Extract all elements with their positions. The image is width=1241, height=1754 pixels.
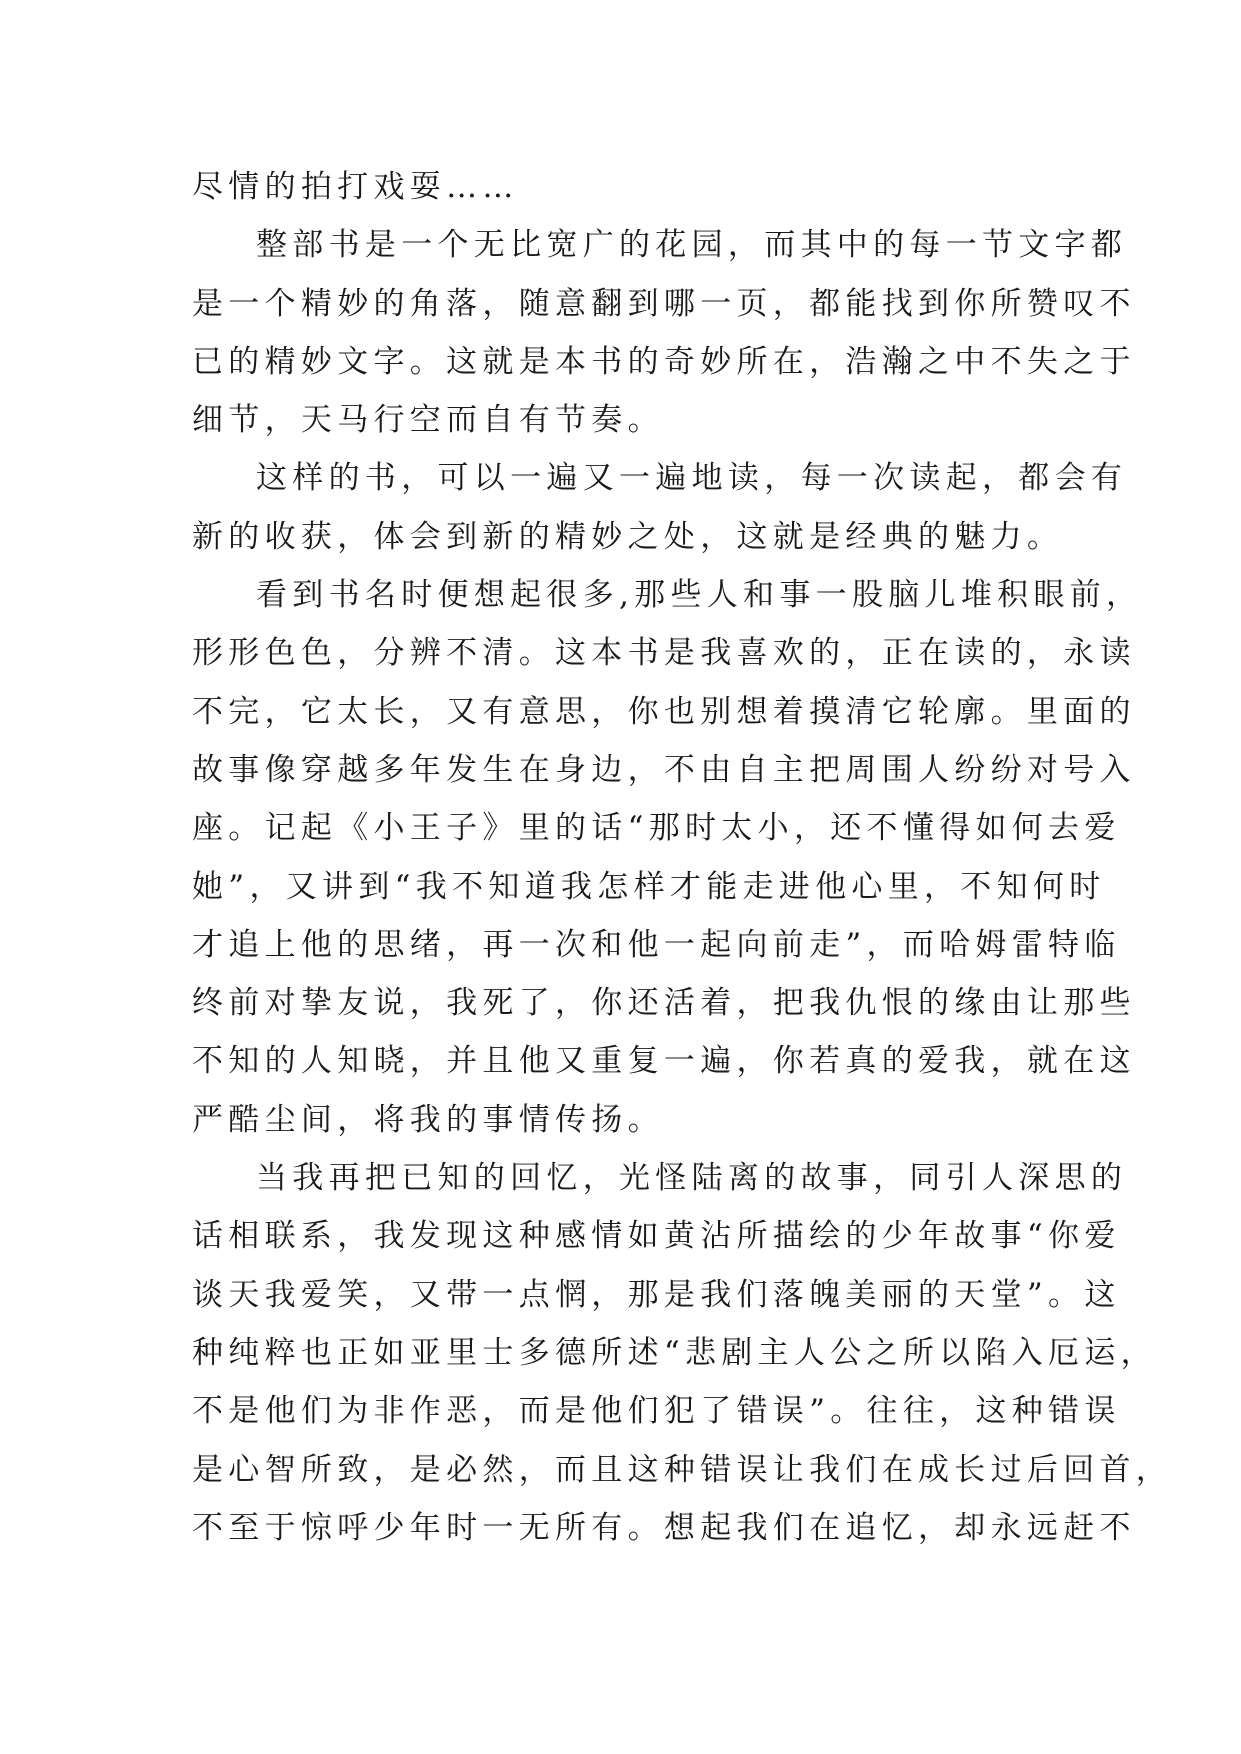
paragraph-start-line: 这样的书，可以一遍又一遍地读，每一次读起，都会有 [256,460,1128,497]
text-line: 不完，它太长，又有意思，你也别想着摸清它轮廓。里面的 [192,693,1136,730]
text-line: 她”，又讲到“我不知道我怎样才能走进他心里，不知何时 [192,868,1106,905]
text-line: 细节，天马行空而自有节奏。 [192,402,664,439]
paragraph-start-line: 看到书名时便想起很多,那些人和事一股脑儿堆积眼前， [256,577,1143,614]
text-line: 已的精妙文字。这就是本书的奇妙所在，浩瀚之中不失之于 [192,343,1136,380]
text-line: 话相联系，我发现这种感情如黄沾所描绘的少年故事“你爱 [192,1218,1121,1255]
text-line: 才追上他的思绪，再一次和他一起向前走”，而哈姆雷特临 [192,926,1121,963]
text-line: 故事像穿越多年发生在身边，不由自主把周围人纷纷对号入 [192,751,1136,788]
text-line: 是一个精妙的角落，随意翻到哪一页，都能找到你所赞叹不 [192,285,1136,322]
text-line: 不是他们为非作恶，而是他们犯了错误”。往往，这种错误 [192,1393,1121,1430]
text-line: 种纯粹也正如亚里士多德所述“悲剧主人公之所以陷入厄运， [192,1334,1157,1371]
text-line: 形形色色，分辨不清。这本书是我喜欢的，正在读的，永读 [192,635,1136,672]
text-line: 不知的人知晓，并且他又重复一遍，你若真的爱我，就在这 [192,1043,1136,1080]
text-line: 不至于惊呼少年时一无所有。想起我们在追忆，却永远赶不 [192,1509,1136,1546]
paragraph-start-line: 整部书是一个无比宽广的花园，而其中的每一节文字都 [256,227,1128,264]
text-line: 尽情的拍打戏耍…… [192,169,519,205]
paragraph-start-line: 当我再把已知的回忆，光怪陆离的故事，同引人深思的 [256,1160,1128,1197]
text-line: 新的收获，体会到新的精妙之处，这就是经典的魅力。 [192,518,1064,555]
text-line: 座。记起《小王子》里的话“那时太小，还不懂得如何去爱 [192,810,1121,847]
text-line: 是心智所致，是必然，而且这种错误让我们在成长过后回首， [192,1451,1173,1488]
text-line: 谈天我爱笑，又带一点惘，那是我们落魄美丽的天堂”。这 [192,1276,1121,1313]
text-line: 严酷尘间，将我的事情传扬。 [192,1101,664,1138]
text-line: 终前对挚友说，我死了，你还活着，把我仇恨的缘由让那些 [192,985,1136,1022]
body-text [192,158,1173,1557]
